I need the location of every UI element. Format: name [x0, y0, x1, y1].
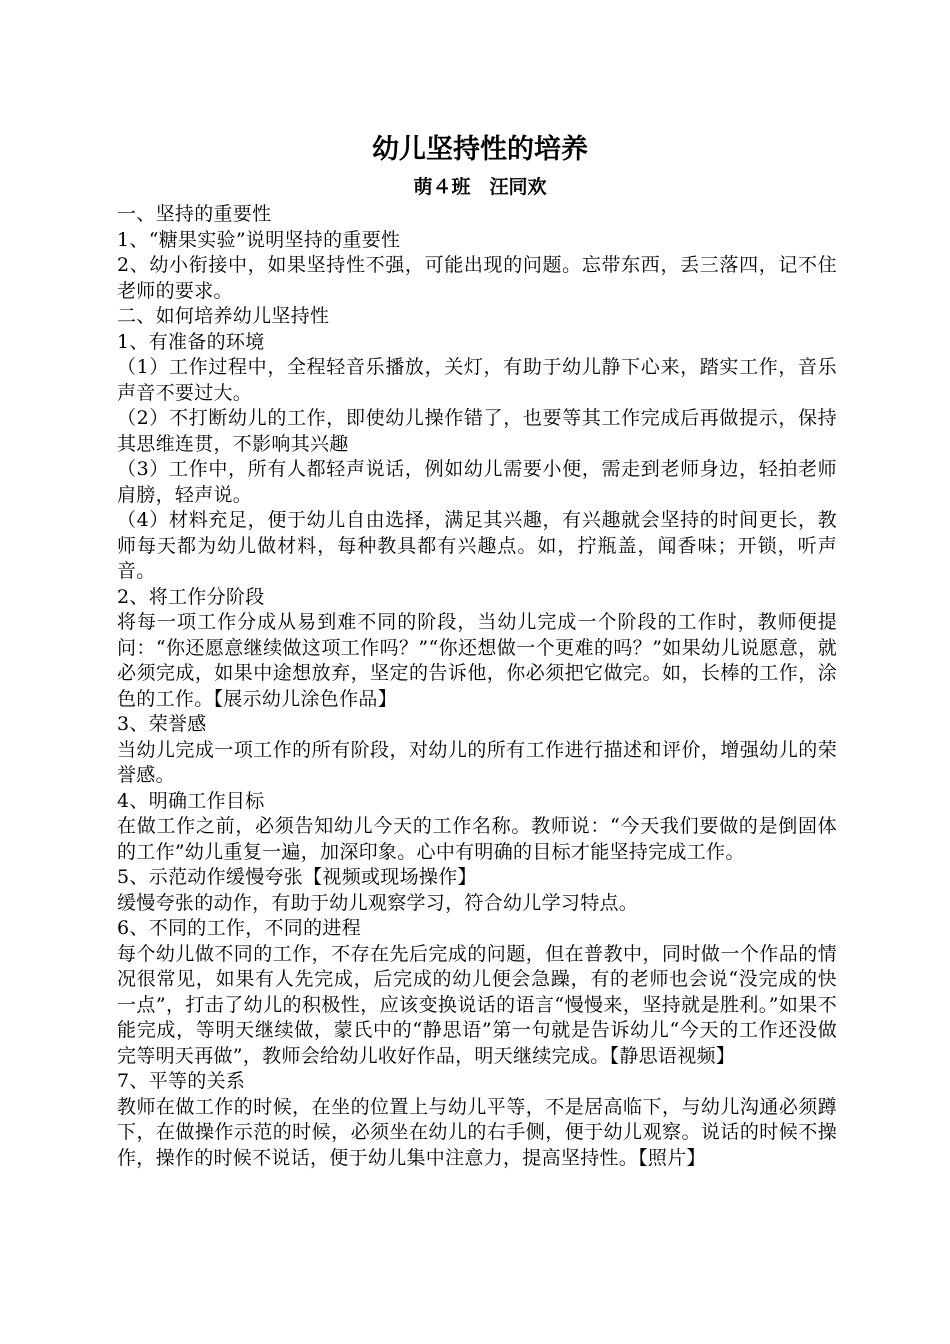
subsection-heading: 3、荣誉感 [117, 713, 207, 735]
document-body [117, 202, 837, 1171]
subsection-heading: 5、示范动作缓慢夸张【视频或现场操作】 [117, 866, 477, 888]
section-heading: 二、如何培养幼儿坚持性 [117, 305, 330, 327]
list-item: 2、幼小衔接中，如果坚持性不强，可能出现的问题。忘带东西，丢三落四，记不住老师的要求。 [117, 254, 837, 302]
paragraph: 将每一项工作分成从易到难不同的阶段，当幼儿完成一个阶段的工作时，教师便提问：“你还愿意继续做这项工作吗？”“你还想做一个更难的吗？”如果幼儿说愿意，就必须完成，如果中途想放弃，坚定的告诉他，你必须把它做完。如，长棒的工作，涂色的工作。【展示幼儿涂色作品】 [117, 611, 837, 710]
subsection-heading: 7、平等的关系 [117, 1070, 246, 1092]
paragraph: 教师在做工作的时候，在坐的位置上与幼儿平等，不是居高临下，与幼儿沟通必须蹲下，在做操作示范的时候，必须坐在幼儿的右手侧，便于幼儿观察。说话的时候不操作，操作的时候不说话，便于幼儿集中注意力，提高坚持性。【照片】 [117, 1095, 837, 1169]
subsection-heading: 1、有准备的环境 [117, 330, 265, 353]
document-page [117, 128, 837, 1171]
document-subtitle: 萌４班 汪同欢 [413, 176, 547, 198]
list-item: 1、“糖果实验”说明坚持的重要性 [117, 228, 401, 251]
paragraph: （3）工作中，所有人都轻声说话，例如幼儿需要小便，需走到老师身边，轻拍老师肩膀，轻声说。 [117, 458, 837, 506]
paragraph: （4）材料充足，便于幼儿自由选择，满足其兴趣，有兴趣就会坚持的时间更长，教师每天都为幼儿做材料，每种教具都有兴趣点。如，拧瓶盖，闻香味；开锁，听声音。 [117, 509, 837, 582]
section-heading: 一、坚持的重要性 [117, 203, 272, 225]
subsection-heading: 2、将工作分阶段 [117, 585, 265, 608]
paragraph: 在做工作之前，必须告知幼儿今天的工作名称。教师说：“今天我们要做的是倒固体的工作”幼儿重复一遍，加深印象。心中有明确的目标才能坚持完成工作。 [117, 815, 837, 863]
paragraph: 缓慢夸张的动作，有助于幼儿观察学习，符合幼儿学习特点。 [117, 891, 639, 914]
paragraph: 当幼儿完成一项工作的所有阶段，对幼儿的所有工作进行描述和评价，增强幼儿的荣誉感。 [117, 738, 837, 786]
subsection-heading: 4、明确工作目标 [117, 789, 265, 812]
subsection-heading: 6、不同的工作，不同的进程 [117, 917, 361, 939]
document-title: 幼儿坚持性的培养 [372, 134, 588, 165]
paragraph: 每个幼儿做不同的工作，不存在先后完成的问题，但在普教中，同时做一个作品的情况很常见，如果有人先完成，后完成的幼儿便会急躁，有的老师也会说“没完成的快一点”，打击了幼儿的积极性，应该变换说话的语言“慢慢来，坚持就是胜利。”如果不能完成，等明天继续做，蒙氏中的“静思语”第一句就是告诉幼儿“今天的工作还没做完等明天再做”，教师会给幼儿收好作品，明天继续完成。【静思语视频】 [117, 942, 837, 1067]
paragraph: （2）不打断幼儿的工作，即使幼儿操作错了，也要等其工作完成后再做提示，保持其思维连贯，不影响其兴趣 [117, 407, 837, 455]
paragraph: （1）工作过程中，全程轻音乐播放，关灯，有助于幼儿静下心来，踏实工作，音乐声音不要过大。 [117, 356, 837, 404]
